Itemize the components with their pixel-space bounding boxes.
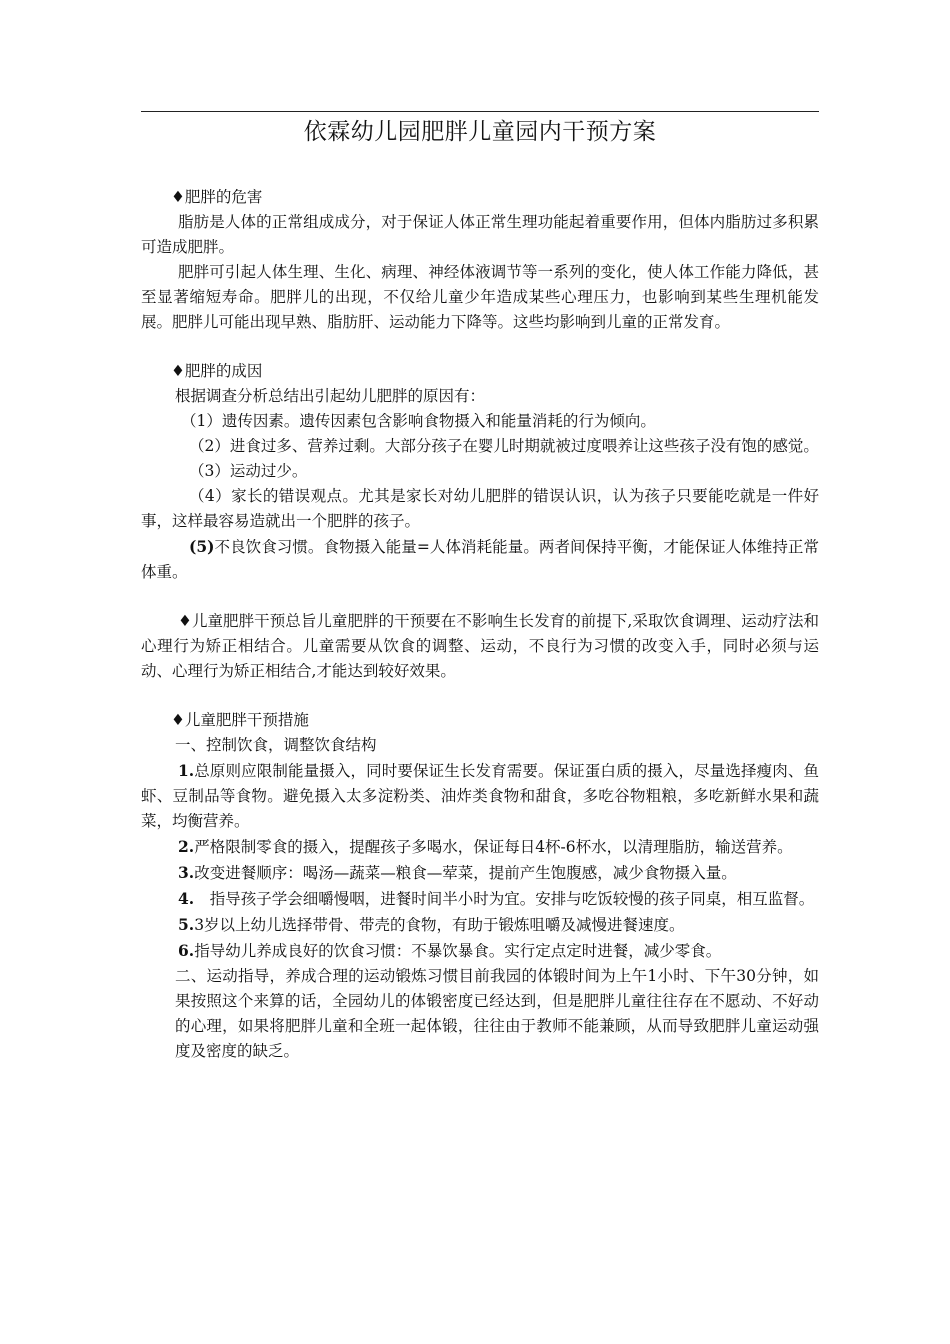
list-item-number: 4. — [178, 889, 195, 908]
subheading: 一、控制饮食，调整饮食结构 — [175, 736, 377, 754]
spacer — [141, 335, 819, 359]
subheading-paragraph: 二、运动指导，养成合理的运动锻炼习惯目前我园的体锻时间为上午1小时、下午30分钟，如果按照这个来算的话，全园幼儿的体锻密度已经达到，但是肥胖儿童往往存在不愿动、不好动的心理，如果将肥胖儿童和全班一起体锻，往往由于教师不能兼顾，从而导致肥胖儿童运动强度及密度的缺乏。 — [175, 967, 819, 1060]
list-item — [141, 534, 819, 585]
document-body — [141, 185, 819, 1064]
section-heading-harm: ♦肥胖的危害 — [171, 188, 263, 206]
list-item-number: 1. — [178, 761, 195, 780]
list-item-text: 改变进餐顺序：喝汤—蔬菜—粮食—荤菜，提前产生饱腹感，减少食物摄入量。 — [194, 864, 737, 882]
list-item-number: 3. — [178, 863, 195, 882]
paragraph: 根据调查分析总结出引起幼儿肥胖的原因有： — [175, 387, 486, 405]
list-item — [141, 912, 819, 938]
section-heading-measures: ♦儿童肥胖干预措施 — [171, 711, 309, 729]
list-item: （2）进食过多、营养过剩。大部分孩子在婴儿时期就被过度喂养让这些孩子没有饱的感觉。 — [189, 437, 819, 455]
list-item-text: 不良饮食习惯。食物摄入能量=人体消耗能量。两者间保持平衡，才能保证人体维持正常体重。 — [141, 538, 819, 581]
paragraph: ♦儿童肥胖干预总旨儿童肥胖的干预要在不影响生长发育的前提下,采取饮食调理、运动疗法和心理行为矫正相结合。儿童需要从饮食的调整、运动，不良行为习惯的改变入手，同时必须与运动、心理行为矫正相结合,才能达到较好效果。 — [141, 612, 819, 680]
list-item: （1）遗传因素。遗传因素包含影响食物摄入和能量消耗的行为倾向。 — [181, 412, 656, 430]
list-item-text: 指导孩子学会细嚼慢咽，进餐时间半小时为宜。安排与吃饭较慢的孩子同桌，相互监督。 — [194, 890, 815, 908]
list-item-text: 总原则应限制能量摄入，同时要保证生长发育需要。保证蛋白质的摄入，尽量选择瘦肉、鱼虾、豆制品等食物。避免摄入太多淀粉类、油炸类食物和甜食，多吃谷物粗粮，多吃新鲜水果和蔬菜，均衡营养。 — [141, 762, 819, 830]
list-item-number: 2. — [178, 837, 195, 856]
spacer — [141, 684, 819, 708]
page-title: 依霖幼儿园肥胖儿童园内干预方案 — [303, 119, 657, 145]
list-item — [141, 938, 819, 964]
list-item — [141, 886, 819, 912]
list-item — [141, 758, 819, 834]
header-rule — [141, 111, 819, 112]
paragraph: 脂肪是人体的正常组成成分，对于保证人体正常生理功能起着重要作用，但体内脂肪过多积累可造成肥胖。 — [141, 213, 819, 256]
list-item: （4）家长的错误观点。尤其是家长对幼儿肥胖的错误认识，认为孩子只要能吃就是一件好事，这样最容易造就出一个肥胖的孩子。 — [141, 487, 819, 530]
list-item-number: (5) — [189, 537, 215, 556]
list-item-number: 6. — [178, 941, 195, 960]
list-item-number: 5. — [178, 915, 195, 934]
list-item-text: 指导幼儿养成良好的饮食习惯：不暴饮暴食。实行定点定时进餐，减少零食。 — [194, 942, 722, 960]
spacer — [141, 585, 819, 609]
paragraph: 肥胖可引起人体生理、生化、病理、神经体液调节等一系列的变化，使人体工作能力降低，甚至显著缩短寿命。肥胖儿的出现，不仅给儿童少年造成某些心理压力，也影响到某些生理机能发展。肥胖儿可能出现早熟、脂肪肝、运动能力下降等。这些均影响到儿童的正常发育。 — [141, 263, 819, 331]
list-item — [141, 860, 819, 886]
list-item-text: 严格限制零食的摄入，提醒孩子多喝水，保证每日4杯-6杯水，以清理脂肪，输送营养。 — [194, 838, 793, 856]
list-item — [141, 834, 819, 860]
section-heading-causes: ♦肥胖的成因 — [171, 362, 263, 380]
list-item-text: 3岁以上幼儿选择带骨、带壳的食物，有助于锻炼咀嚼及减慢进餐速度。 — [194, 916, 685, 934]
list-item: （3）运动过少。 — [189, 462, 308, 480]
